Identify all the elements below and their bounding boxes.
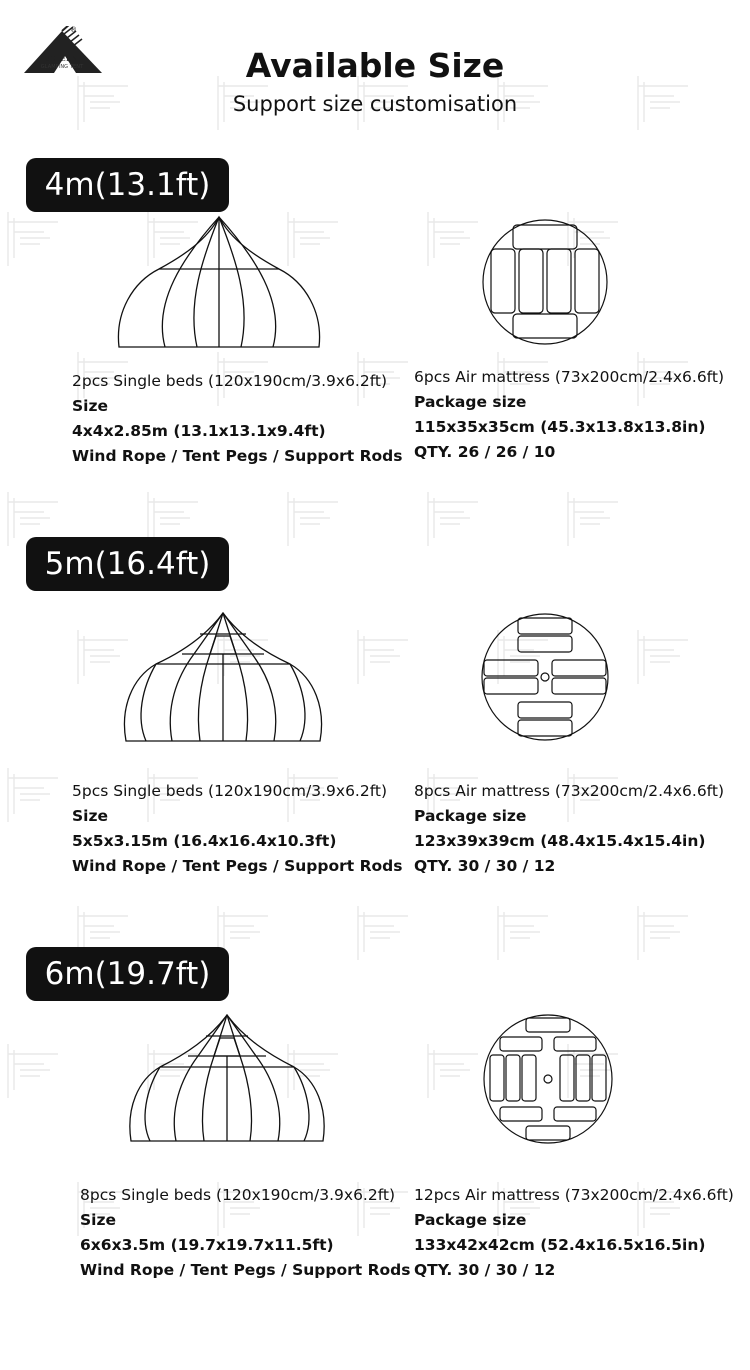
dome-tent-outline-icon: [126, 1010, 328, 1144]
boteen-watermark-icon: [560, 488, 622, 548]
size-value: 6x6x3.5m (19.7x19.7x11.5ft): [80, 1236, 334, 1254]
package-label: Package size: [414, 393, 527, 411]
registered-mark: ®: [70, 26, 77, 34]
beds-text: 5pcs Single beds (120x190cm/3.9x6.2ft): [72, 782, 388, 800]
package-value: 123x39x39cm (48.4x15.4x15.4in): [414, 832, 706, 850]
qty-text: QTY. 30 / 30 / 12: [414, 1261, 556, 1279]
accessories-text: Wind Rope / Tent Pegs / Support Rods: [72, 447, 403, 465]
boteen-watermark-icon: [0, 764, 62, 824]
boteen-watermark-icon: [630, 902, 692, 962]
package-value: 133x42x42cm (52.4x16.5x16.5in): [414, 1236, 706, 1254]
spec-right-4m: [414, 365, 724, 465]
package-label: Package size: [414, 1211, 527, 1229]
qty-text: QTY. 26 / 26 / 10: [414, 443, 556, 461]
package-label: Package size: [414, 807, 527, 825]
brand-tagline: GLAMPING TENT: [40, 64, 84, 70]
boteen-watermark-icon: [0, 208, 62, 268]
size-badge-6m: 6m(19.7ft): [26, 947, 229, 1001]
mattress-text: 6pcs Air mattress (73x200cm/2.4x6.6ft): [414, 368, 724, 386]
accessories-text: Wind Rope / Tent Pegs / Support Rods: [72, 857, 403, 875]
boteen-watermark-icon: [420, 208, 482, 268]
spec-left-5m: [72, 779, 403, 879]
boteen-watermark-icon: [420, 1040, 482, 1100]
mattress-text: 12pcs Air mattress (73x200cm/2.4x6.6ft): [414, 1186, 734, 1204]
mattress-text: 8pcs Air mattress (73x200cm/2.4x6.6ft): [414, 782, 724, 800]
package-value: 115x35x35cm (45.3x13.8x13.8in): [414, 418, 706, 436]
size-badge-4m: 4m(13.1ft): [26, 158, 229, 212]
size-badge-5m: 5m(16.4ft): [26, 537, 229, 591]
boteen-watermark-icon: [490, 902, 552, 962]
beds-text: 8pcs Single beds (120x190cm/3.9x6.2ft): [80, 1186, 396, 1204]
spec-left-6m: [80, 1183, 411, 1283]
size-label: Size: [80, 1211, 117, 1229]
boteen-watermark-icon: [0, 1040, 62, 1100]
page-title: Available Size: [245, 46, 505, 85]
floor-plan-layout-icon: [480, 612, 610, 742]
beds-text: 2pcs Single beds (120x190cm/3.9x6.2ft): [72, 372, 388, 390]
dome-tent-outline-icon: [113, 212, 325, 350]
spec-right-5m: [414, 779, 724, 879]
floor-plan-layout-icon: [480, 218, 610, 346]
size-value: 5x5x3.15m (16.4x16.4x10.3ft): [72, 832, 337, 850]
boteen-watermark-icon: [420, 488, 482, 548]
boteen-watermark-icon: [280, 488, 342, 548]
size-value: 4x4x2.85m (13.1x13.1x9.4ft): [72, 422, 326, 440]
page-subtitle: Support size customisation: [232, 92, 518, 116]
boteen-watermark-icon: [630, 626, 692, 686]
spec-left-4m: [72, 369, 403, 469]
floor-plan-layout-icon: [482, 1013, 614, 1145]
dome-tent-outline-icon: [120, 608, 326, 744]
accessories-text: Wind Rope / Tent Pegs / Support Rods: [80, 1261, 411, 1279]
spec-right-6m: [414, 1183, 734, 1283]
size-label: Size: [72, 807, 109, 825]
size-label: Size: [72, 397, 109, 415]
boteen-watermark-icon: [350, 902, 412, 962]
boteen-watermark-icon: [350, 626, 412, 686]
qty-text: QTY. 30 / 30 / 12: [414, 857, 556, 875]
brand-name: BOTEEN: [44, 55, 78, 63]
